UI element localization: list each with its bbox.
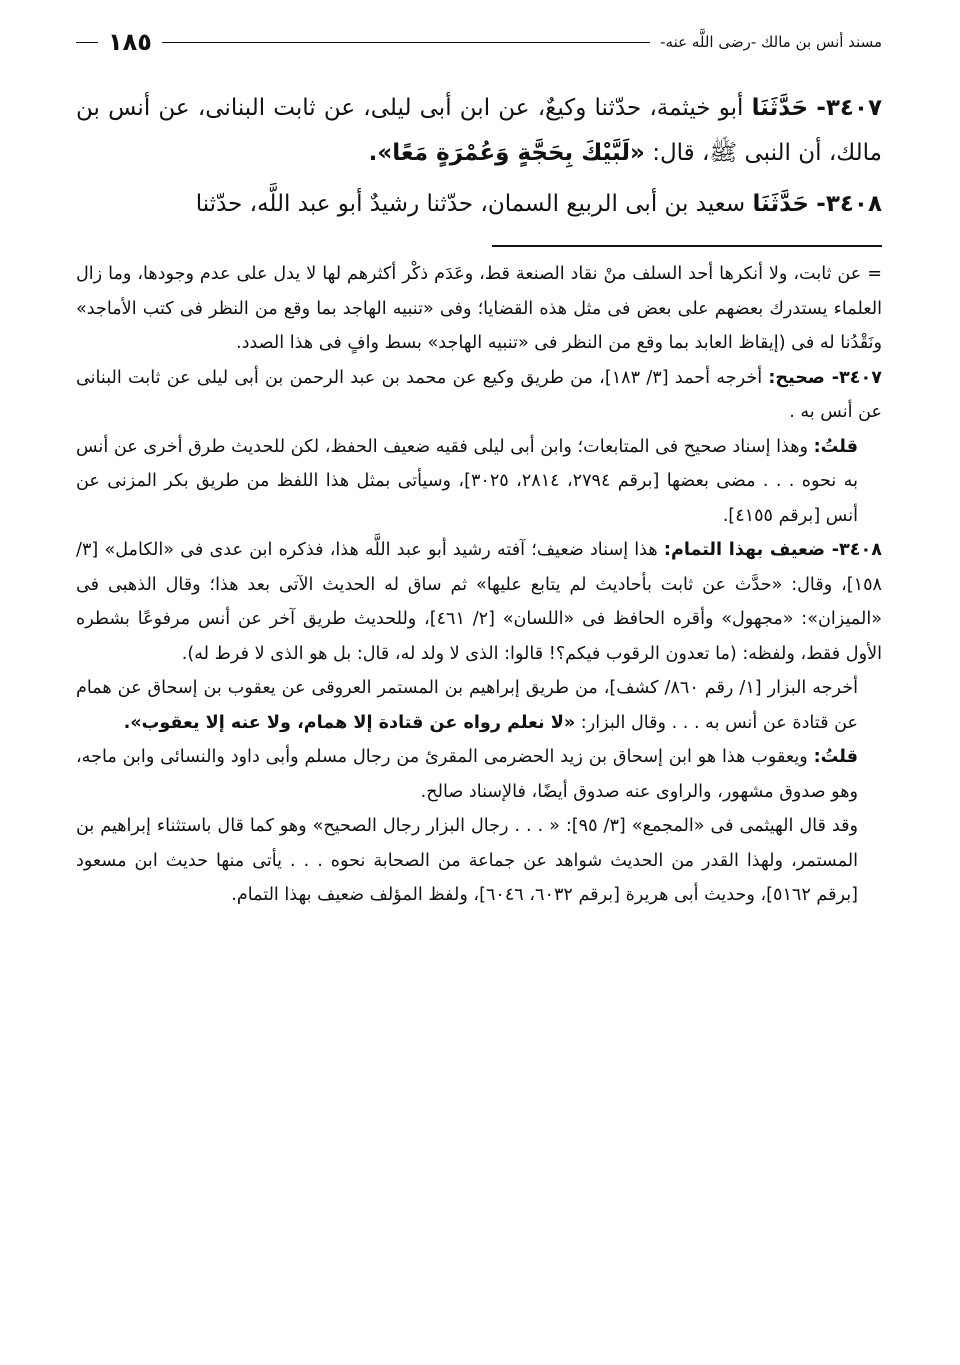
note-3408-haythami: وقد قال الهيثمى فى «المجمع» [٣/ ٩٥]: « . . . رجال البزار رجال الصحيح» وهو كما قال باستثناء إبراهيم بن المستمر، ولهذا القدر من الحديث شواهد عن جماعة من الصحابة نحوه . . . يأتى منها حديث ابن مسعود [برقم ٥١٦٢]، وحديث أبى هريرة [برقم ٦٠٣٢، ٦٠٤٦]، ولفظ المؤلف ضعيف بهذا التمام. <box>76 816 858 905</box>
comment-text: ويعقوب هذا هو ابن إسحاق بن زيد الحضرمى المقرئ من رجال مسلم وأبى داود والنسائى وابن ماجه، وهو صدوق مشهور، والراوى عنه صدوق أيضًا، فالإسناد صالح. <box>76 747 858 802</box>
header-rule <box>162 42 650 43</box>
note-3407 <box>76 361 882 430</box>
note-3408 <box>76 533 882 671</box>
note-label: ٣٤٠٨- ضعيف بهذا التمام: <box>663 540 882 560</box>
note-text: أخرجه أحمد [٣/ ١٨٣]، من طريق وكيع عن محمد بن عبد الرحمن بن أبى ليلى عن ثابت البنانى عن أنس به . <box>76 367 882 422</box>
page-header <box>76 26 882 58</box>
note-3408-bazzar <box>76 671 882 740</box>
book-page <box>76 26 882 913</box>
isnad-text: أبو خيثمة، حدّثنا وكيعٌ، عن ابن أبى ليلى، عن ثابت البنانى، عن أنس بن مالك، أن النبى ﷺ، قال: <box>76 95 882 166</box>
continued-note: = عن ثابت، ولا أنكرها أحد السلف منْ نقاد الصنعة قط، وعَدَم ذكْر أكثرهم لها لا يدل على عدم وجودها، وما زال العلماء يستدرك بعضهم على بعض فى مثل هذه القضايا؛ وفى «تنبيه الهاجد بما وقع من النظر فى كتب الأماجد» ونَقْدُنا له فى (إيقاظ العابد بما وقع من النظر فى «تنبيه الهاجد» بسط وافٍ فى هذا الصدد. <box>76 264 882 353</box>
hadith-3408 <box>76 182 882 227</box>
header-dash <box>76 42 98 43</box>
comment-text: وهذا إسناد صحيح فى المتابعات؛ وابن أبى ليلى فقيه ضعيف الحفظ، لكن للحديث طرق أخرى عن أنس به نحوه . . . مضى بعضها [برقم ٢٧٩٤، ٢٨١٤، ٣٠٢٥]، وسيأتى بمثل هذا اللفظ من طريق بكر المزنى عن أنس [برقم ٤١٥٥]. <box>76 436 858 526</box>
narration-keyword: حَدَّثَنَا <box>751 95 809 121</box>
comment-label: قلتُ: <box>813 436 858 457</box>
hadith-text <box>76 86 882 227</box>
narration-keyword: حَدَّثَنَا <box>752 191 809 217</box>
hadith-3407 <box>76 86 882 176</box>
page-number: ١٨٥ <box>108 28 152 56</box>
comment-label: قلتُ: <box>813 747 858 767</box>
isnad-text: سعيد بن أبى الربيع السمان، حدّثنا رشيدٌ أبو عبد اللَّه، حدّثنا <box>195 191 746 217</box>
bazzar-quote: «لا نعلم رواه عن قتادة إلا همام، ولا عنه إلا يعقوب». <box>123 712 576 733</box>
note-text: أخرجه البزار [١/ رقم ٨٦٠/ كشف]، من طريق إبراهيم بن المستمر العروقى عن يعقوب بن إسحاق عن همام عن قتادة عن أنس به . . . وقال البزار: <box>76 678 858 733</box>
hadith-number: ٣٤٠٧- <box>816 95 883 121</box>
note-text: هذا إسناد ضعيف؛ آفته رشيد أبو عبد اللَّه هذا، فذكره ابن عدى فى «الكامل» [٣/ ١٥٨]، وقال: «حدَّث عن ثابت بأحاديث لم يتابع عليها» ثم ساق له الحديث الآتى بعد هذا؛ وقال الذهبى فى «الميزان»: «مجهول» وأقره الحافظ فى «اللسان» [٢/ ٤٦١]، وللحديث طريق آخر عن أنس مرفوعًا بشطره الأول فقط، ولفظه: (ما تعدون الرقوب فيكم؟! قالوا: الذى لا ولد له، قال: بل هو الذى لا فرط له). <box>76 540 882 664</box>
matn-quote: «لَبَّيْكَ بِحَجَّةٍ وَعُمْرَةٍ مَعًا». <box>368 140 645 166</box>
footnote-separator <box>76 245 882 247</box>
footnotes <box>76 257 882 913</box>
hadith-number: ٣٤٠٨- <box>816 191 882 217</box>
note-3407-comment <box>76 430 882 534</box>
note-label: ٣٤٠٧- صحيح: <box>768 367 883 388</box>
running-title: مسند أنس بن مالك -رضى اللَّه عنه- <box>660 33 882 51</box>
note-3408-comment <box>76 740 882 809</box>
